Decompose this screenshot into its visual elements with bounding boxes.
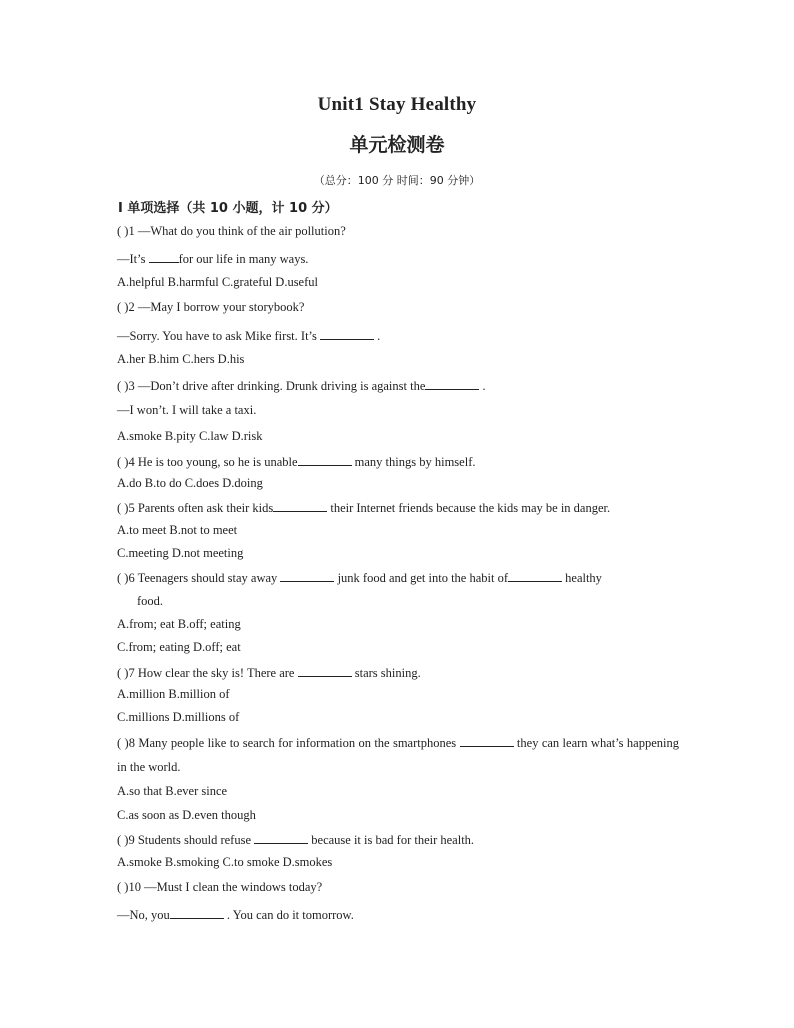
q10-reply-start: —No, you xyxy=(117,908,170,922)
q2-options: A.her B.him C.hers D.his xyxy=(117,352,245,366)
q2-blank[interactable] xyxy=(320,327,374,340)
exam-meta: （总分：100 分 时间：90 分钟） xyxy=(313,174,481,187)
q8-stem-start: ( )8 Many people like to search for information on the smartphones xyxy=(117,736,460,750)
q6-stem-mid: junk food and get into the habit of xyxy=(334,571,509,585)
q1-reply-start: —It’s xyxy=(117,252,149,266)
q1-reply xyxy=(117,250,308,267)
q2-reply-start: —Sorry. You have to ask Mike first. It’s xyxy=(117,329,321,343)
q8-options-2: C.as soon as D.even though xyxy=(117,808,256,822)
q7-options-2: C.millions D.millions of xyxy=(117,710,240,724)
q1-blank[interactable] xyxy=(149,250,179,263)
q5-stem-end: their Internet friends because the kids may be in danger. xyxy=(327,501,611,515)
q7-options-1: A.million B.million of xyxy=(117,687,230,701)
q2-stem: ( )2 —May I borrow your storybook? xyxy=(117,300,305,314)
page-subtitle: 单元检测卷 xyxy=(349,134,445,156)
q4-blank[interactable] xyxy=(298,453,352,466)
q9-stem xyxy=(117,831,474,848)
q4-stem-end: many things by himself. xyxy=(351,455,476,469)
q5-stem-start: ( )5 Parents often ask their kids xyxy=(117,501,274,515)
q6-stem-end: healthy xyxy=(562,571,602,585)
page-title: Unit1 Stay Healthy xyxy=(317,94,477,115)
q3-blank[interactable] xyxy=(425,377,479,390)
q6-options-2: C.from; eating D.off; eat xyxy=(117,640,241,654)
q7-blank[interactable] xyxy=(298,664,352,677)
q8-options-1: A.so that B.ever since xyxy=(117,784,228,798)
q2-reply-end: . xyxy=(374,329,381,343)
q1-reply-end: for our life in many ways. xyxy=(178,252,309,266)
q4-stem-start: ( )4 He is too young, so he is unable xyxy=(117,455,298,469)
q6-stem xyxy=(117,569,602,586)
q8-blank[interactable] xyxy=(460,734,514,747)
q5-blank[interactable] xyxy=(273,499,327,512)
q10-reply xyxy=(117,906,354,923)
q7-stem xyxy=(117,664,421,681)
q7-stem-end: stars shining. xyxy=(351,666,421,680)
q10-blank[interactable] xyxy=(170,906,224,919)
q1-stem: ( )1 —What do you think of the air pollution? xyxy=(117,224,346,238)
q7-stem-start: ( )7 How clear the sky is! There are xyxy=(117,666,298,680)
q8-stem xyxy=(117,731,679,779)
q6-stem-cont: food. xyxy=(137,594,164,608)
q6-options-1: A.from; eat B.off; eating xyxy=(117,617,241,631)
q6-blank-2[interactable] xyxy=(508,569,562,582)
q4-stem xyxy=(117,453,475,470)
q2-reply xyxy=(117,327,380,344)
q8-stem-end: they can learn what’s happening in the world. xyxy=(117,736,679,774)
q9-stem-start: ( )9 Students should refuse xyxy=(117,833,255,847)
q5-options-1: A.to meet B.not to meet xyxy=(117,523,238,537)
q4-options: A.do B.to do C.does D.doing xyxy=(117,476,263,490)
q6-blank-1[interactable] xyxy=(280,569,334,582)
q3-stem xyxy=(117,377,486,394)
q5-stem xyxy=(117,499,610,516)
q1-options: A.helpful B.harmful C.grateful D.useful xyxy=(117,275,318,289)
q10-reply-end: . You can do it tomorrow. xyxy=(223,908,354,922)
q6-stem-start: ( )6 Teenagers should stay away xyxy=(117,571,281,585)
q5-options-2: C.meeting D.not meeting xyxy=(117,546,244,560)
section-title: Ⅰ 单项选择（共 10 小题，计 10 分） xyxy=(118,201,338,216)
q3-stem-start: ( )3 —Don’t drive after drinking. Drunk driving is against the xyxy=(117,379,426,393)
q3-reply: —I won’t. I will take a taxi. xyxy=(117,403,257,417)
q3-stem-end: . xyxy=(479,379,486,393)
q3-options: A.smoke B.pity C.law D.risk xyxy=(117,429,263,443)
q10-stem: ( )10 —Must I clean the windows today? xyxy=(117,880,323,894)
q9-blank[interactable] xyxy=(254,831,308,844)
q9-options: A.smoke B.smoking C.to smoke D.smokes xyxy=(117,855,333,869)
q9-stem-end: because it is bad for their health. xyxy=(308,833,475,847)
